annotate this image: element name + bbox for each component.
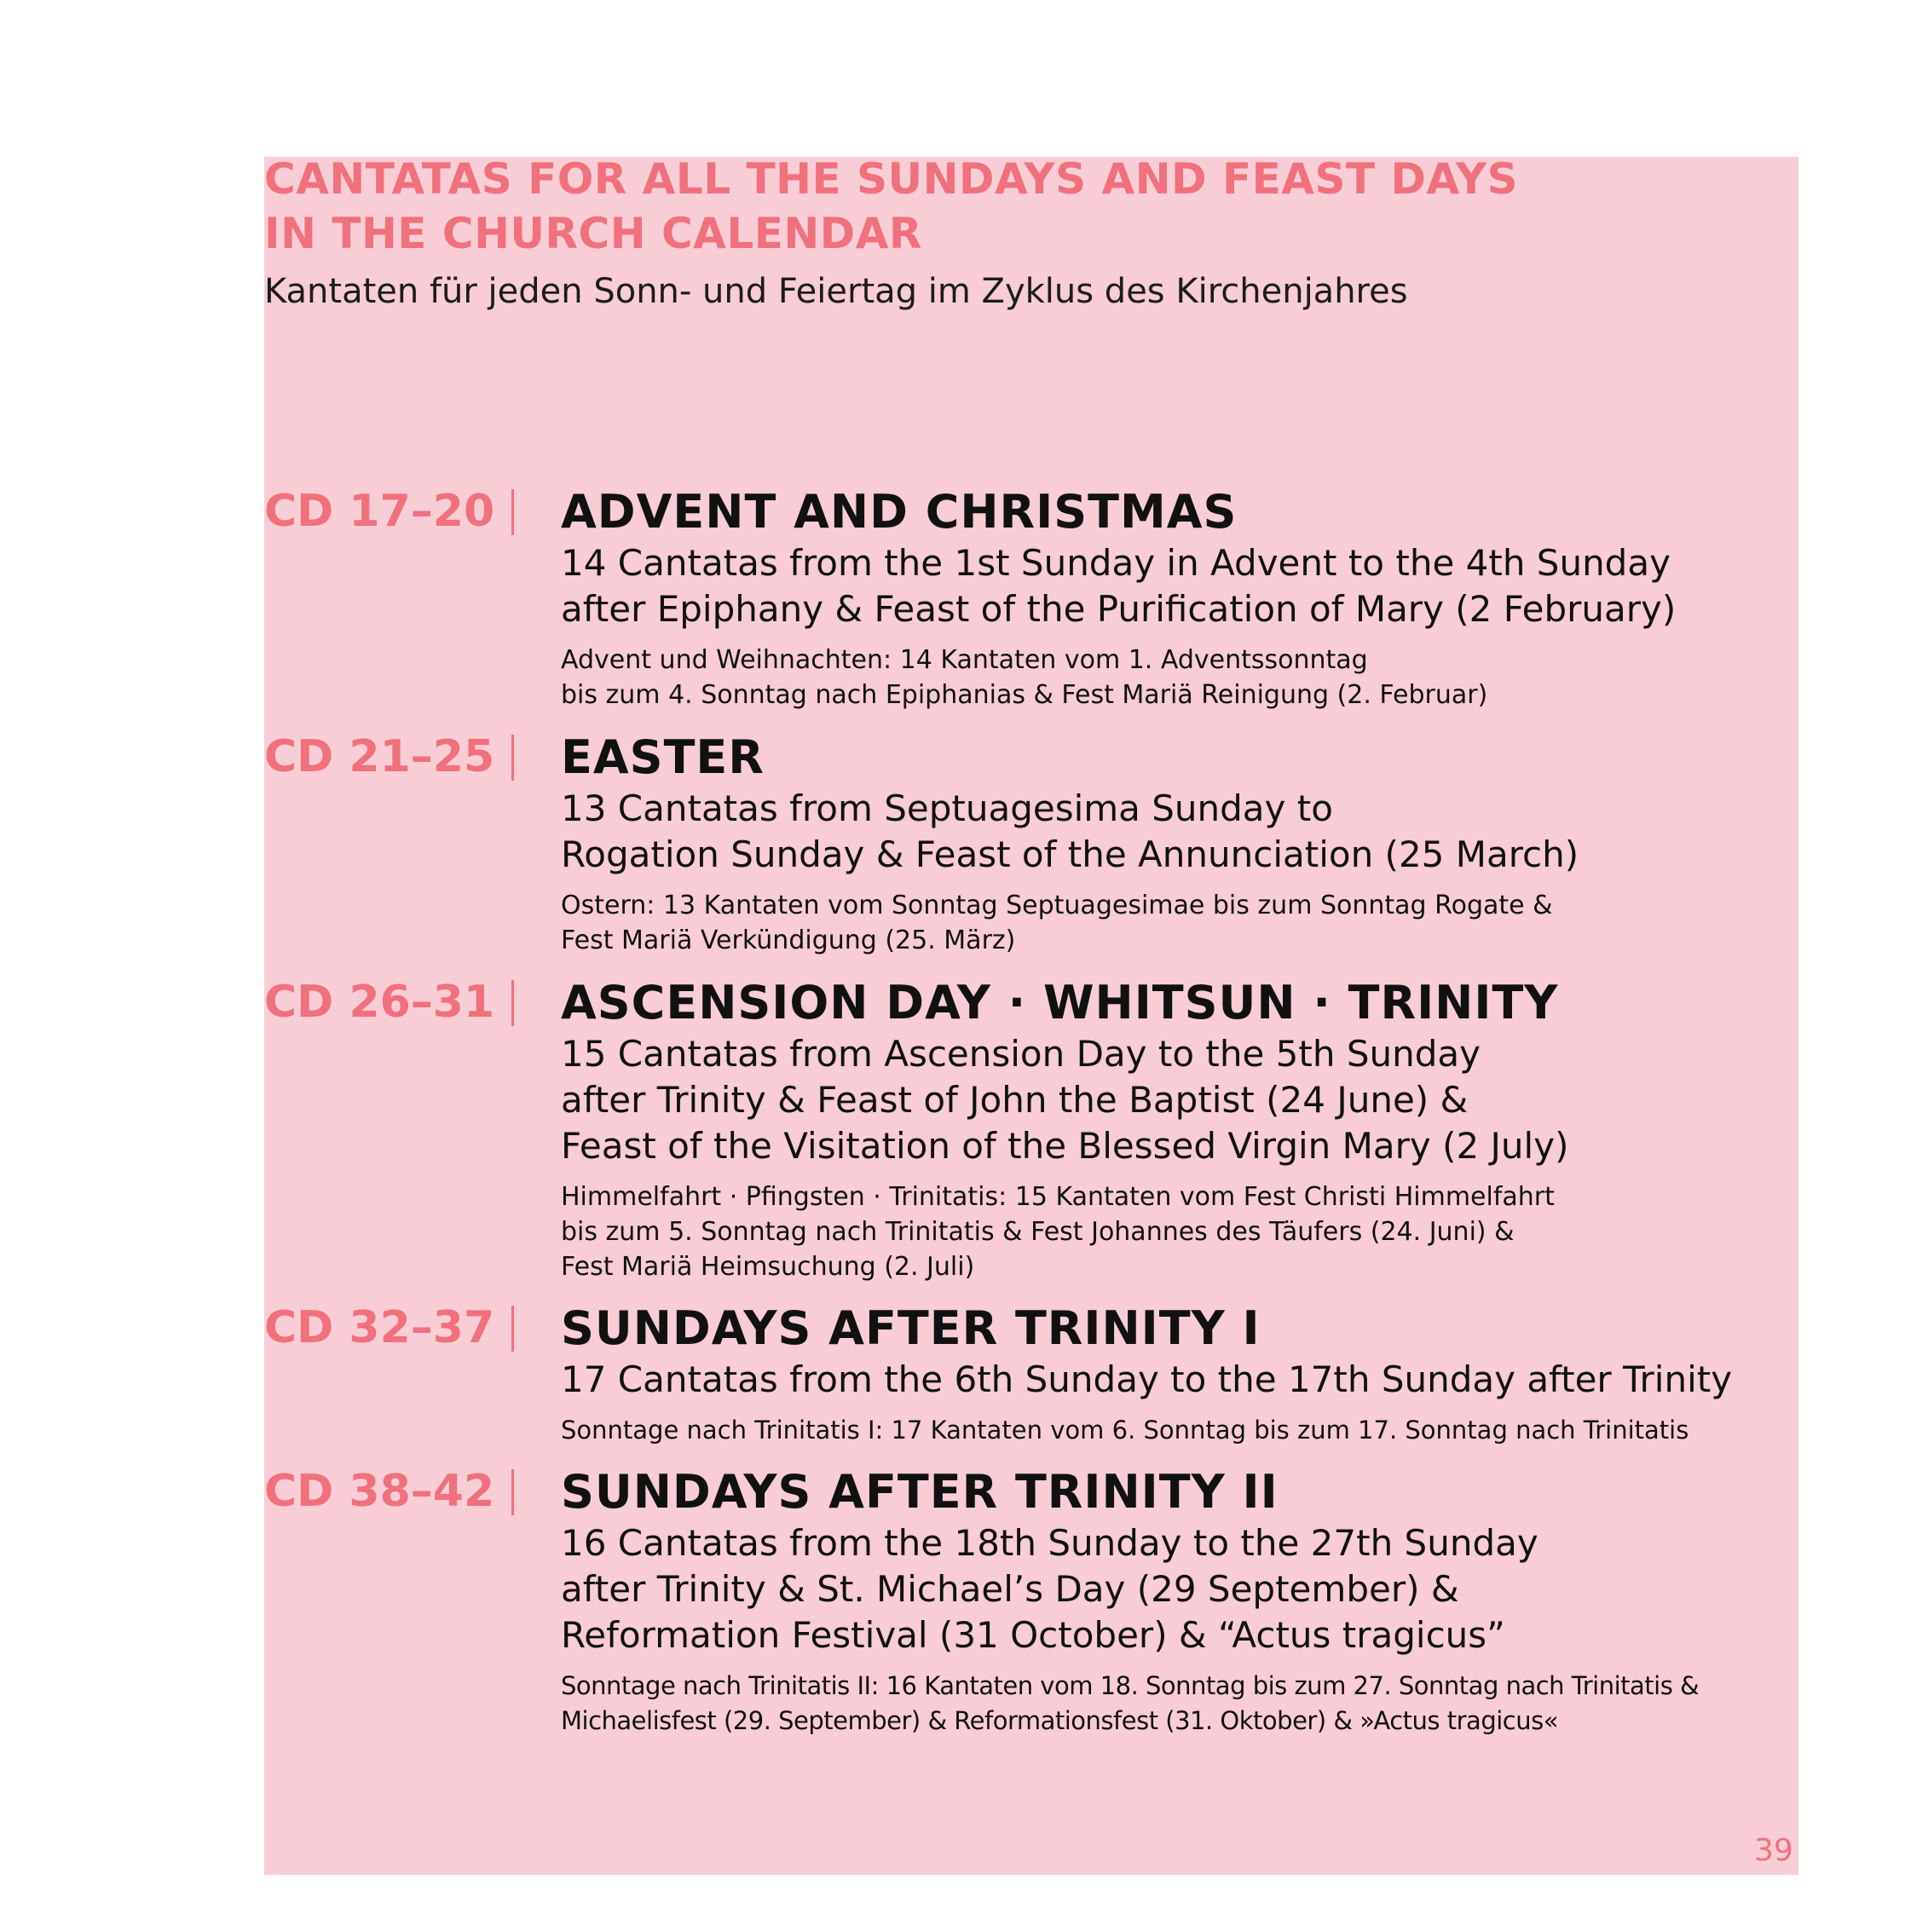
separator-bar: [511, 1306, 514, 1352]
separator-bar: [511, 980, 514, 1026]
separator-bar: [511, 1469, 514, 1515]
german-description: Sonntage nach Trinitatis II: 16 Kantaten vom 18. Sonntag bis zum 27. Sonntag nach Trinitatis & Michaelisfest (29. September) & Reformationsfest (31. Oktober) & »Actus tragicus«: [561, 1671, 1700, 1735]
separator-bar: [511, 489, 514, 535]
german-description: Himmelfahrt · Pfingsten · Trinitatis: 15 Kantaten vom Fest Christi Himmelfahrt bis zum 5. Sonntag nach Trinitatis & Fest Johannes des Täufers (24. Juni) & Fest Mariä Heimsuchung (2. Juli): [561, 1182, 1555, 1282]
german-description: Ostern: 13 Kantaten vom Sonntag Septuagesimae bis zum Sonntag Rogate & Fest Mariä Verkündigung (25. März): [561, 891, 1553, 955]
english-description: 15 Cantatas from Ascension Day to the 5th Sunday after Trinity & Feast of John the Baptist (24 June) & Feast of the Visitation of the Blessed Virgin Mary (2 July): [561, 1033, 1569, 1167]
cd-range-label: CD 17–20: [264, 486, 495, 537]
heading-line-1: CANTATAS FOR ALL THE SUNDAYS AND FEAST DAYS: [264, 154, 1519, 204]
heading-line-2: IN THE CHURCH CALENDAR: [264, 209, 922, 258]
english-description: 13 Cantatas from Septuagesima Sunday to Rogation Sunday & Feast of the Annunciation (25 March): [561, 787, 1579, 875]
german-description: Advent und Weihnachten: 14 Kantaten vom 1. Adventssonntag bis zum 4. Sonntag nach Epiphanias & Fest Mariä Reinigung (2. Februar): [561, 645, 1488, 710]
cd-range-label: CD 38–42: [264, 1466, 495, 1517]
section-title: ADVENT AND CHRISTMAS: [561, 485, 1238, 539]
section-title: EASTER: [561, 730, 765, 784]
english-description: 16 Cantatas from the 18th Sunday to the 27th Sunday after Trinity & St. Michael’s Day (29 September) & Reformation Festival (31 October) & “Actus tragicus”: [561, 1522, 1538, 1656]
cd-range-label: CD 32–37: [264, 1302, 495, 1353]
section-title: ASCENSION DAY · WHITSUN · TRINITY: [561, 976, 1559, 1029]
english-description: 14 Cantatas from the 1st Sunday in Advent to the 4th Sunday after Epiphany & Feast of the Purification of Mary (2 February): [561, 542, 1677, 630]
separator-bar: [511, 735, 514, 781]
cd-range-label: CD 21–25: [264, 731, 495, 782]
english-description: 17 Cantatas from the 6th Sunday to the 17th Sunday after Trinity: [561, 1358, 1733, 1400]
cd-range-label: CD 26–31: [264, 977, 495, 1028]
section-title: SUNDAYS AFTER TRINITY I: [561, 1301, 1261, 1355]
page-subheading: Kantaten für jeden Sonn- und Feiertag im Zyklus des Kirchenjahres: [264, 272, 1408, 311]
page-number: 39: [1754, 1833, 1793, 1868]
page-heading: [264, 152, 1713, 261]
german-description: Sonntage nach Trinitatis I: 17 Kantaten vom 6. Sonntag bis zum 17. Sonntag nach Trinitatis: [561, 1416, 1689, 1445]
section-title: SUNDAYS AFTER TRINITY II: [561, 1465, 1279, 1519]
